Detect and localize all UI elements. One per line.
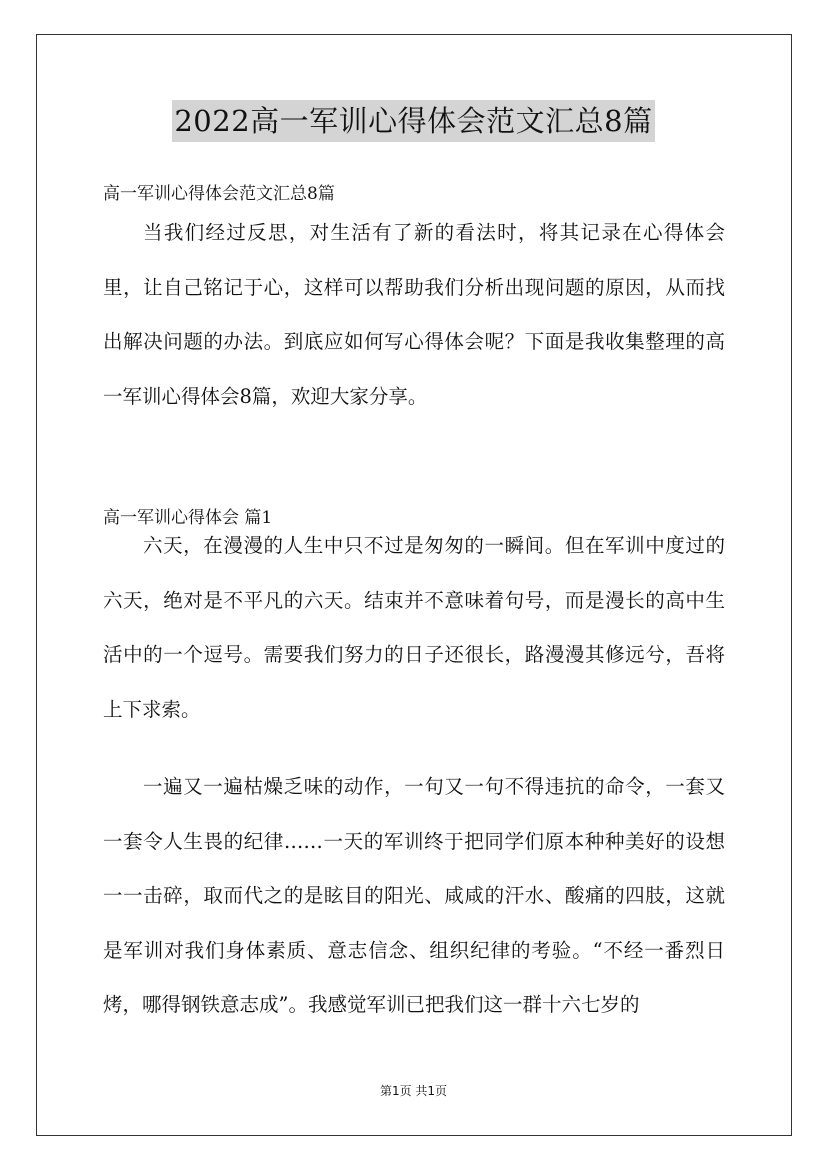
title-container	[0, 100, 827, 142]
section-heading: 高一军训心得体会 篇1	[103, 508, 273, 528]
document-title: 2022高一军训心得体会范文汇总8篇	[172, 100, 654, 142]
page-footer: 第1页 共1页	[379, 1084, 448, 1098]
section-paragraph-1: 六天，在漫漫的人生中只不过是匆匆的一瞬间。但在军训中度过的六天，绝对是不平凡的六天。结束并不意味着句号，而是漫长的高中生活中的一个逗号。需要我们努力的日子还很长，路漫漫其修远兮，吾将上下求索。	[103, 534, 725, 721]
section-paragraph-2: 一遍又一遍枯燥乏味的动作，一句又一句不得违抗的命令，一套又一套令人生畏的纪律……一天的军训终于把同学们原本种种美好的设想一一击碎，取而代之的是眩目的阳光、咸咸的汗水、酸痛的四肢，这就是军训对我们身体素质、意志信念、组织纪律的考验。“不经一番烈日烤，哪得钢铁意志成”。我感觉军训已把我们这一群十六七岁的	[103, 775, 725, 1016]
intro-paragraph: 当我们经过反思，对生活有了新的看法时，将其记录在心得体会里，让自己铭记于心，这样可以帮助我们分析出现问题的原因，从而找出解决问题的办法。到底应如何写心得体会呢？下面是我收集整理的高一军训心得体会8篇，欢迎大家分享。	[103, 221, 725, 408]
document-subtitle: 高一军训心得体会范文汇总8篇	[103, 184, 335, 204]
